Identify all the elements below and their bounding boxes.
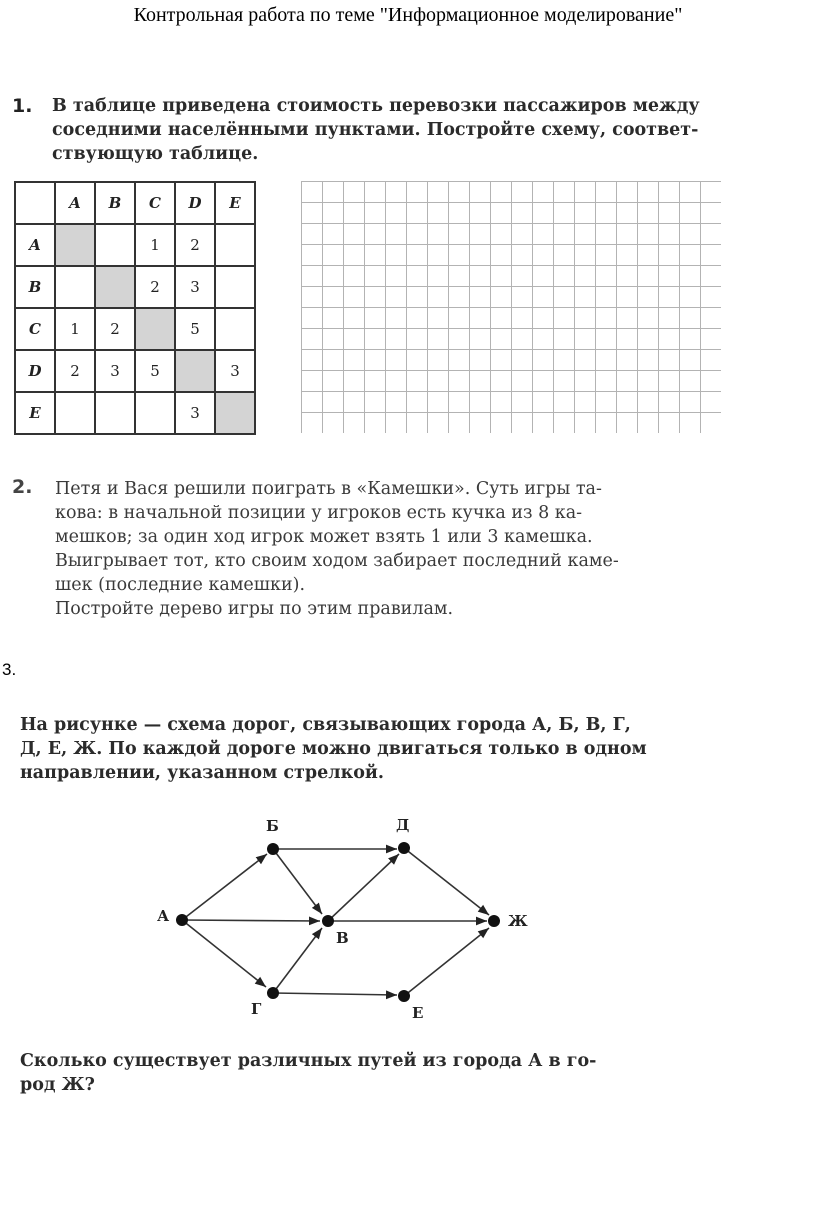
node-b (267, 843, 279, 855)
node-v (322, 915, 334, 927)
column-header: E (215, 182, 255, 224)
node-label-v: В (336, 929, 349, 947)
table-cell (95, 224, 135, 266)
table-cell (135, 308, 175, 350)
column-header: D (175, 182, 215, 224)
road-a-g (182, 920, 266, 987)
task2-line: Выигрывает тот, кто своим ходом забирает последний каме- (55, 551, 619, 571)
road-a-v (182, 920, 320, 921)
column-header: B (95, 182, 135, 224)
task1-number: 1. (12, 95, 33, 117)
table-cell (175, 350, 215, 392)
road-a-b (182, 854, 267, 920)
task3-question-line: Сколько существует различных путей из города А в го- (20, 1051, 597, 1071)
task2-line: Петя и Вася решили поиграть в «Камешки». Суть игры та- (55, 479, 602, 499)
task3-intro-line: На рисунке — схема дорог, связывающих города А, Б, В, Г, (20, 715, 631, 735)
task3-intro-line: направлении, указанном стрелкой. (20, 763, 384, 783)
task3-intro-line: Д, Е, Ж. По каждой дороге можно двигаться только в одном (20, 739, 647, 759)
table-cell: 3 (215, 350, 255, 392)
node-label-d: Д (396, 816, 410, 834)
table-cell: 2 (135, 266, 175, 308)
row-header: E (15, 392, 55, 434)
road-g-v (273, 928, 322, 993)
task2-line: мешков; за один ход игрок может взять 1 или 3 камешка. (55, 527, 593, 547)
table-corner (15, 182, 55, 224)
cost-table (14, 181, 256, 435)
node-a (176, 914, 188, 926)
column-header: A (55, 182, 95, 224)
node-zh (488, 915, 500, 927)
node-e (398, 990, 410, 1002)
task2-text (55, 477, 723, 621)
table-cell: 5 (135, 350, 175, 392)
task1-line: ствующую таблице. (52, 144, 259, 164)
row-header: C (15, 308, 55, 350)
table-cell (55, 266, 95, 308)
table-cell: 1 (55, 308, 95, 350)
node-label-g: Г (251, 1000, 262, 1018)
table-cell (55, 224, 95, 266)
road-d-zh (404, 848, 489, 915)
page-title: Контрольная работа по теме "Информационное моделирование" (133, 4, 683, 26)
table-cell (215, 308, 255, 350)
task2-line: шек (последние камешки). (55, 575, 306, 595)
road-e-zh (404, 928, 489, 996)
table-cell (215, 266, 255, 308)
table-cell: 3 (175, 266, 215, 308)
node-label-b: Б (266, 817, 279, 835)
node-d (398, 842, 410, 854)
node-label-zh: Ж (508, 912, 528, 930)
table-cell: 2 (95, 308, 135, 350)
table-cell (95, 266, 135, 308)
table-cell: 3 (95, 350, 135, 392)
road-graph (0, 800, 816, 1040)
table-cell: 5 (175, 308, 215, 350)
task3-intro (20, 713, 710, 785)
table-cell (135, 392, 175, 434)
table-cell (215, 224, 255, 266)
table-cell: 2 (175, 224, 215, 266)
table-cell (55, 392, 95, 434)
road-g-e (273, 993, 397, 995)
node-label-e: Е (412, 1004, 424, 1022)
node-g (267, 987, 279, 999)
row-header: B (15, 266, 55, 308)
table-cell: 2 (55, 350, 95, 392)
row-header: A (15, 224, 55, 266)
task2-number: 2. (12, 476, 33, 498)
task3-question (20, 1049, 706, 1097)
road-b-v (273, 849, 322, 914)
node-label-a: А (157, 907, 170, 925)
column-header: C (135, 182, 175, 224)
road-v-d (328, 854, 399, 921)
table-cell (95, 392, 135, 434)
task1-text (52, 94, 732, 166)
answer-grid (301, 181, 721, 433)
task3-number: 3. (2, 660, 17, 679)
table-cell (215, 392, 255, 434)
table-cell: 1 (135, 224, 175, 266)
task1-line: соседними населёнными пунктами. Постройте схему, соответ- (52, 120, 699, 140)
row-header: D (15, 350, 55, 392)
task2-line: Постройте дерево игры по этим правилам. (55, 599, 454, 619)
table-cell: 3 (175, 392, 215, 434)
task2-line: кова: в начальной позиции у игроков есть кучка из 8 ка- (55, 503, 583, 523)
task3-question-line: род Ж? (20, 1075, 95, 1095)
task1-line: В таблице приведена стоимость перевозки пассажиров между (52, 96, 700, 116)
